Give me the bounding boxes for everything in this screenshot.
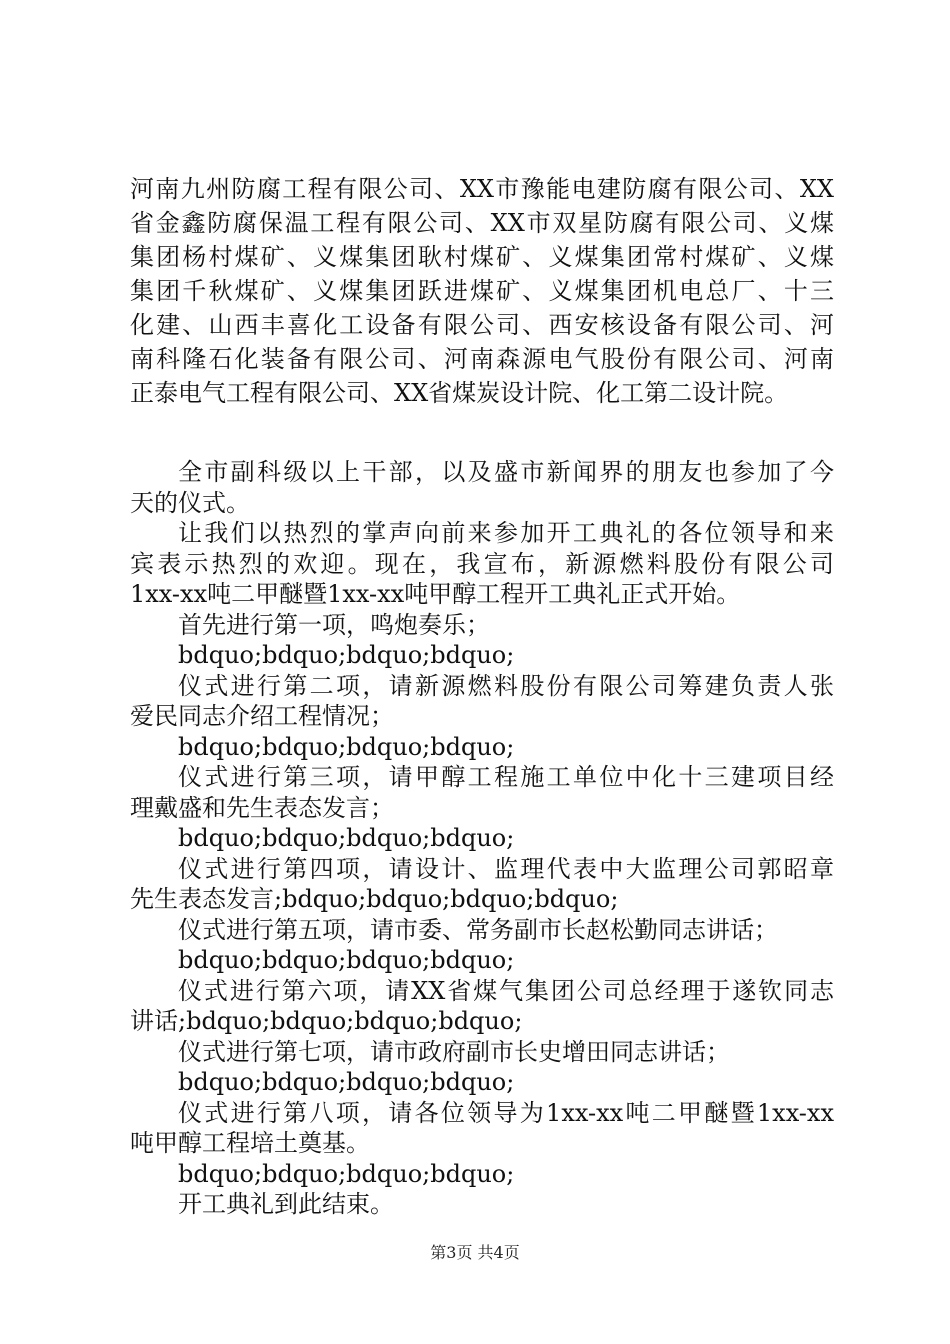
text-line: 先生表态发言;bdquo;bdquo;bdquo;bdquo;	[130, 885, 619, 913]
document-body	[130, 172, 834, 1220]
item-paragraph	[130, 1037, 834, 1068]
text-line: 吨甲醇工程培土奠基。	[130, 1129, 370, 1157]
text-line: bdquo;bdquo;bdquo;bdquo;	[178, 732, 515, 761]
item-paragraph	[130, 976, 834, 1037]
text-line: 河南九州防腐工程有限公司、XX市豫能电建防腐有限公司、XX	[130, 175, 834, 203]
item-paragraph	[130, 1098, 834, 1159]
page-number-label: 第3页 共4页	[430, 1243, 520, 1262]
text-line: 南科隆石化装备有限公司、河南森源电气股份有限公司、河南	[130, 345, 834, 373]
text-line: bdquo;bdquo;bdquo;bdquo;	[178, 824, 515, 852]
placeholder-paragraph	[130, 823, 834, 854]
text-line: 理戴盛和先生表态发言；	[130, 793, 394, 822]
text-line: 1xx-xx吨二甲醚暨1xx-xx吨甲醇工程开工典礼正式开始。	[130, 580, 741, 608]
text-line: 集团千秋煤矿、义煤集团跃进煤矿、义煤集团机电总厂、十三	[130, 277, 834, 305]
placeholder-paragraph	[130, 732, 834, 763]
text-line: 开工典礼到此结束。	[178, 1190, 394, 1218]
text-line: bdquo;bdquo;bdquo;bdquo;	[178, 946, 515, 974]
closing-paragraph	[130, 1189, 834, 1220]
text-line: 仪式进行第二项，请新源燃料股份有限公司筹建负责人张	[178, 671, 834, 700]
placeholder-paragraph	[130, 640, 834, 671]
text-line: 天的仪式。	[130, 488, 250, 517]
text-line: 仪式进行第五项，请市委、常务副市长赵松勤同志讲话；	[178, 915, 778, 944]
text-line: 化建、山西丰喜化工设备有限公司、西安核设备有限公司、河	[130, 311, 834, 339]
text-line: 全市副科级以上干部，以及盛市新闻界的朋友也参加了今	[178, 458, 834, 486]
item-paragraph	[130, 762, 834, 823]
text-line: bdquo;bdquo;bdquo;bdquo;	[178, 1068, 515, 1096]
placeholder-paragraph	[130, 945, 834, 976]
item-paragraph	[130, 915, 834, 946]
text-line: 首先进行第一项，鸣炮奏乐；	[178, 610, 490, 639]
text-line: 爱民同志介绍工程情况；	[130, 702, 394, 730]
welcome-paragraph	[130, 518, 834, 610]
text-line: 仪式进行第四项，请设计、监理代表中大监理公司郭昭章	[178, 854, 834, 883]
text-line: 正泰电气工程有限公司、XX省煤炭设计院、化工第二设计院。	[130, 379, 789, 407]
text-line: 仪式进行第六项，请XX省煤气集团公司总经理于遂钦同志	[178, 976, 834, 1005]
text-line: bdquo;bdquo;bdquo;bdquo;	[178, 1159, 515, 1188]
item-paragraph	[130, 671, 834, 732]
text-line: 让我们以热烈的掌声向前来参加开工典礼的各位领导和来	[178, 519, 834, 547]
opening-paragraph	[130, 172, 834, 410]
page-footer	[0, 1243, 950, 1263]
paragraph-gap	[130, 410, 834, 457]
text-line: 仪式进行第三项，请甲醇工程施工单位中化十三建项目经	[178, 763, 834, 791]
text-line: 宾表示热烈的欢迎。现在，我宣布，新源燃料股份有限公司	[130, 549, 834, 578]
text-line: 集团杨村煤矿、义煤集团耿村煤矿、义煤集团常村煤矿、义煤	[130, 243, 834, 271]
text-line: bdquo;bdquo;bdquo;bdquo;	[178, 641, 515, 669]
text-line: 仪式进行第七项，请市政府副市长史增田同志讲话；	[178, 1037, 730, 1066]
item-paragraph	[130, 610, 834, 641]
placeholder-paragraph	[130, 1067, 834, 1098]
text-line: 省金鑫防腐保温工程有限公司、XX市双星防腐有限公司、义煤	[130, 209, 834, 237]
text-line: 讲话;bdquo;bdquo;bdquo;bdquo;	[130, 1007, 523, 1035]
placeholder-paragraph	[130, 1159, 834, 1190]
item-paragraph	[130, 854, 834, 915]
attendees-paragraph	[130, 457, 834, 518]
text-line: 仪式进行第八项，请各位领导为1xx-xx吨二甲醚暨1xx-xx	[178, 1098, 834, 1127]
